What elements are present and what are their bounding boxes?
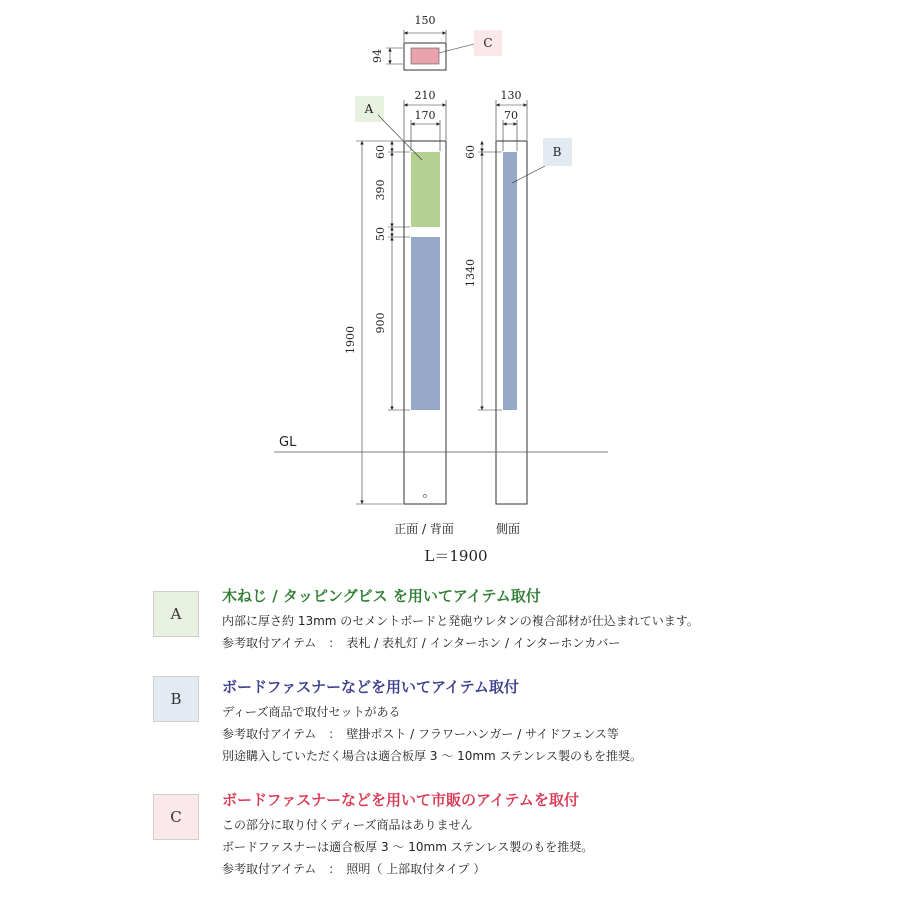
dim-1340: 1340 (464, 259, 477, 287)
legend-item-c (222, 790, 882, 880)
label-b: B (552, 145, 562, 159)
legend-line: ディーズ商品で取付セットがある (222, 705, 401, 719)
side-outer-width-dim: 130 (500, 89, 522, 102)
dim-60-side: 60 (464, 145, 477, 159)
ground-label: GL (279, 435, 297, 450)
top-width-dim: 150 (414, 14, 436, 27)
front-outer-width-dim: 210 (414, 89, 436, 102)
legend-line: ボードファスナーは適合板厚 3 ～ 10mm ステンレス製のもを推奨。 (222, 840, 594, 854)
front-inner-width-dim: 170 (414, 109, 436, 122)
dim-900: 900 (374, 312, 387, 334)
dim-50: 50 (374, 227, 387, 241)
legend-line: 参考取付アイテム ： 照明（ 上部取付タイプ ） (222, 862, 486, 876)
c-mounting-area (411, 48, 439, 64)
dim-390: 390 (374, 179, 387, 201)
legend-badge-b: B (153, 676, 199, 722)
side-inner-width-dim: 70 (504, 109, 518, 122)
legend-line: この部分に取り付くディーズ商品はありません (222, 818, 473, 832)
side-view (464, 89, 572, 504)
side-view-label: 側面 (495, 522, 521, 536)
legend-badge-a: A (153, 591, 199, 637)
legend-heading-a: 木ねじ / タッピングビス を用いてアイテム取付 (222, 587, 541, 605)
front-view (344, 89, 446, 504)
top-height-dim: 94 (371, 49, 384, 63)
legend-line: 内部に厚さ約 13mm のセメントボードと発砲ウレタンの複合部材が仕込まれています。 (222, 614, 699, 628)
dim-60-front: 60 (374, 145, 387, 159)
legend-item-a (222, 586, 882, 654)
total-length: L＝1900 (424, 547, 488, 565)
b-mounting-area-front (411, 237, 440, 410)
label-a: A (364, 102, 374, 116)
dim-1900: 1900 (344, 326, 357, 354)
top-view (371, 14, 502, 70)
front-view-label: 正面 / 背面 (394, 522, 454, 536)
legend-badge-c: C (153, 794, 199, 840)
legend-heading-c: ボードファスナーなどを用いて市販のアイテムを取付 (222, 791, 579, 809)
legend-line: 参考取付アイテム ： 表札 / 表札灯 / インターホン / インターホンカバー (222, 636, 621, 650)
legend-heading-b: ボードファスナーなどを用いてアイテム取付 (222, 678, 519, 696)
label-c: C (483, 36, 493, 50)
legend-line: 参考取付アイテム ： 壁掛ポスト / フラワーハンガー / サイドフェンス等 (222, 727, 619, 741)
b-mounting-area-side (503, 152, 517, 410)
a-mounting-area (411, 152, 440, 227)
legend-item-b (222, 677, 882, 767)
legend-line: 別途購入していただく場合は適合板厚 3 ～ 10mm ステンレス製のもを推奨。 (222, 749, 643, 763)
